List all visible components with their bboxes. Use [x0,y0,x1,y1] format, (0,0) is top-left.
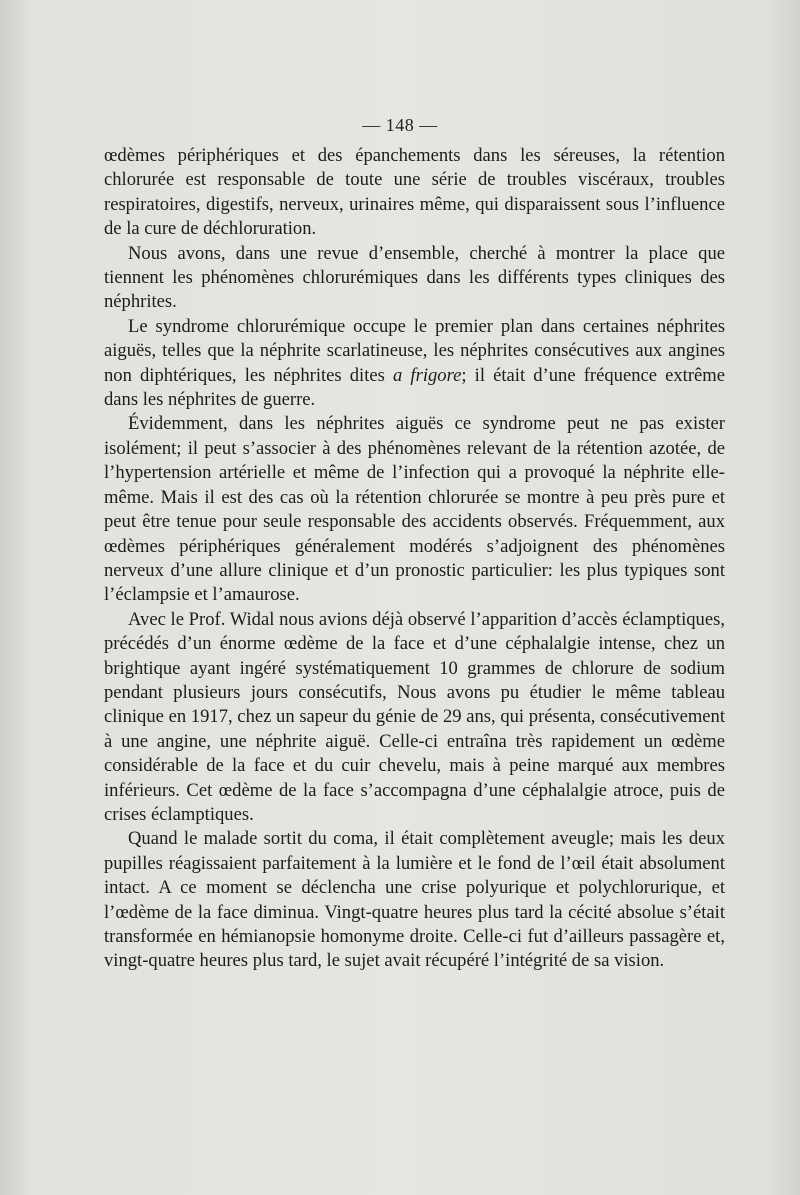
paragraph-1: œdèmes périphériques et des épanchements dans les séreuses, la rétention chlorurée est responsable de toute une série de troubles viscéraux, troubles respiratoires, digestifs, nerveux, urinaires même, qui disparaissent sous l’influence de la cure de déchloruration. [104,145,725,240]
paragraph-3 [104,315,725,413]
paragraph-2: Nous avons, dans une revue d’ensemble, cherché à montrer la place que tiennent les phénomènes chlorurémiques dans les différents types cliniques des néphrites. [104,242,725,313]
paragraph-4: Évidemment, dans les néphrites aiguës ce syndrome peut ne pas exister isolément; il peut s’associer à des phénomènes relevant de la rétention azotée, de l’hypertension artérielle et même de l’infection qui a provoqué la néphrite elle-même. Mais il est des cas où la rétention chlorurée se montre à peu près pure et peut être tenue pour seule responsable des accidents observés. Fréquemment, aux œdèmes périphériques généralement modérés s’adjoignent des phénomènes nerveux d’une allure clinique et d’un pronostic particulier: les plus typiques sont l’éclampsie et l’amaurose. [104,413,725,606]
body-text [104,144,725,974]
paragraph-3-text-end: ; il était d’une fréquence extrême dans les néphrites de guerre. [104,364,726,411]
page-number: — 148 — [362,115,438,135]
paragraph-5: Avec le Prof. Widal nous avions déjà observé l’apparition d’accès éclamptiques, précédés d’un énorme œdème de la face et d’une céphalalgie intense, chez un brightique ayant ingéré systématiquement 10 grammes de chlorure de sodium pendant plusieurs jours consécutifs, Nous avons pu étudier le même tableau clinique en 1917, chez un sapeur du génie de 29 ans, qui présenta, consécutivement à une angine, une néphrite aiguë. Celle-ci entraîna très rapidement un œdème considérable de la face et du cuir chevelu, mais à peine marqué aux membres inférieurs. Cet œdème de la face s’accompagna d’une céphalalgie atroce, puis de crises éclamptiques. [104,608,725,825]
paragraph-3-text-start: Le syndrome chlorurémique occupe le premier plan dans certaines néphrites aiguës, telles que la néphrite scarlatineuse, les néphrites consécutives aux angines non diphtériques, les néphrites dites [104,315,725,386]
italic-term: a frigore [393,364,462,386]
paragraph-6: Quand le malade sortit du coma, il était complètement aveugle; mais les deux pupilles réagissaient parfaitement à la lumière et le fond de l’œil était absolument intact. A ce moment se déclencha une crise polyurique et polychlorurique, et l’œdème de la face diminua. Vingt-quatre heures plus tard la cécité absolue s’était transformée en hémianopsie homonyme droite. Celle-ci fut d’ailleurs passagère et, vingt-quatre heures plus tard, le sujet avait récupéré l’intégrité de sa vision. [104,828,725,972]
